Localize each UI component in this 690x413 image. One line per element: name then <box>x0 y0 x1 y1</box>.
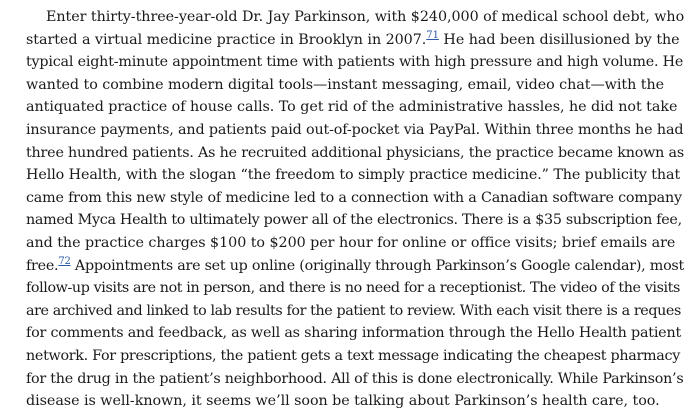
text-line <box>6 255 684 278</box>
text-fragment: started a virtual medicine practice in Brooklyn in 2007. <box>26 31 427 48</box>
text-line: for comments and feedback, as well as sharing information through the Hello Health patient <box>26 325 682 342</box>
text-fragment: He had been disillusioned by the <box>438 31 680 48</box>
footnote-link-72[interactable]: 72 <box>58 255 71 267</box>
text-line: are archived and linked to lab results for the patient to review. With each visit there is a reques <box>26 302 681 319</box>
text-line: came from this new style of medicine led to a connection with a Canadian software company <box>26 189 682 206</box>
text-line: typical eight-minute appointment time with patients with high pressure and high volume. He <box>26 54 684 71</box>
text-line: insurance payments, and patients paid out-of-pocket via PayPal. Within three months he had <box>26 121 684 138</box>
text-line: wanted to combine modern digital tools—instant messaging, email, video chat—with the <box>26 76 665 93</box>
text-line: network. For prescriptions, the patient gets a text message indicating the cheapest pharmacy <box>26 347 680 364</box>
text-line: and the practice charges $100 to $200 per hour for online or office visits; brief emails are <box>26 234 676 251</box>
paragraph <box>6 6 684 413</box>
text-line: antiquated practice of house calls. To get rid of the administrative hassles, he did not take <box>26 99 678 116</box>
text-line: for the drug in the patient’s neighborhood. All of this is done electronically. While Parkinson’s <box>26 370 684 387</box>
text-fragment: free. <box>26 257 59 274</box>
text-line: disease is well-known, it seems we’ll soon be talking about Parkinson’s health care, too. <box>26 393 660 410</box>
text-line: named Myca Health to ultimately power all of the electronics. There is a $35 subscription fee, <box>26 212 682 229</box>
text-line <box>6 29 684 52</box>
text-line: follow-up visits are not in person, and there is no need for a receptionist. The video of the visits <box>26 280 680 297</box>
footnote-link-71[interactable]: 71 <box>426 29 439 41</box>
text-line: Enter thirty-three-year-old Dr. Jay Parkinson, with $240,000 of medical school debt, who <box>46 9 685 25</box>
text-fragment: Appointments are set up online (originally through Parkinson’s Google calendar), most <box>70 257 685 274</box>
text-line: Hello Health, with the slogan “the freedom to simply practice medicine.” The publicity that <box>26 167 681 184</box>
text-line: three hundred patients. As he recruited additional physicians, the practice became known as <box>26 144 684 161</box>
